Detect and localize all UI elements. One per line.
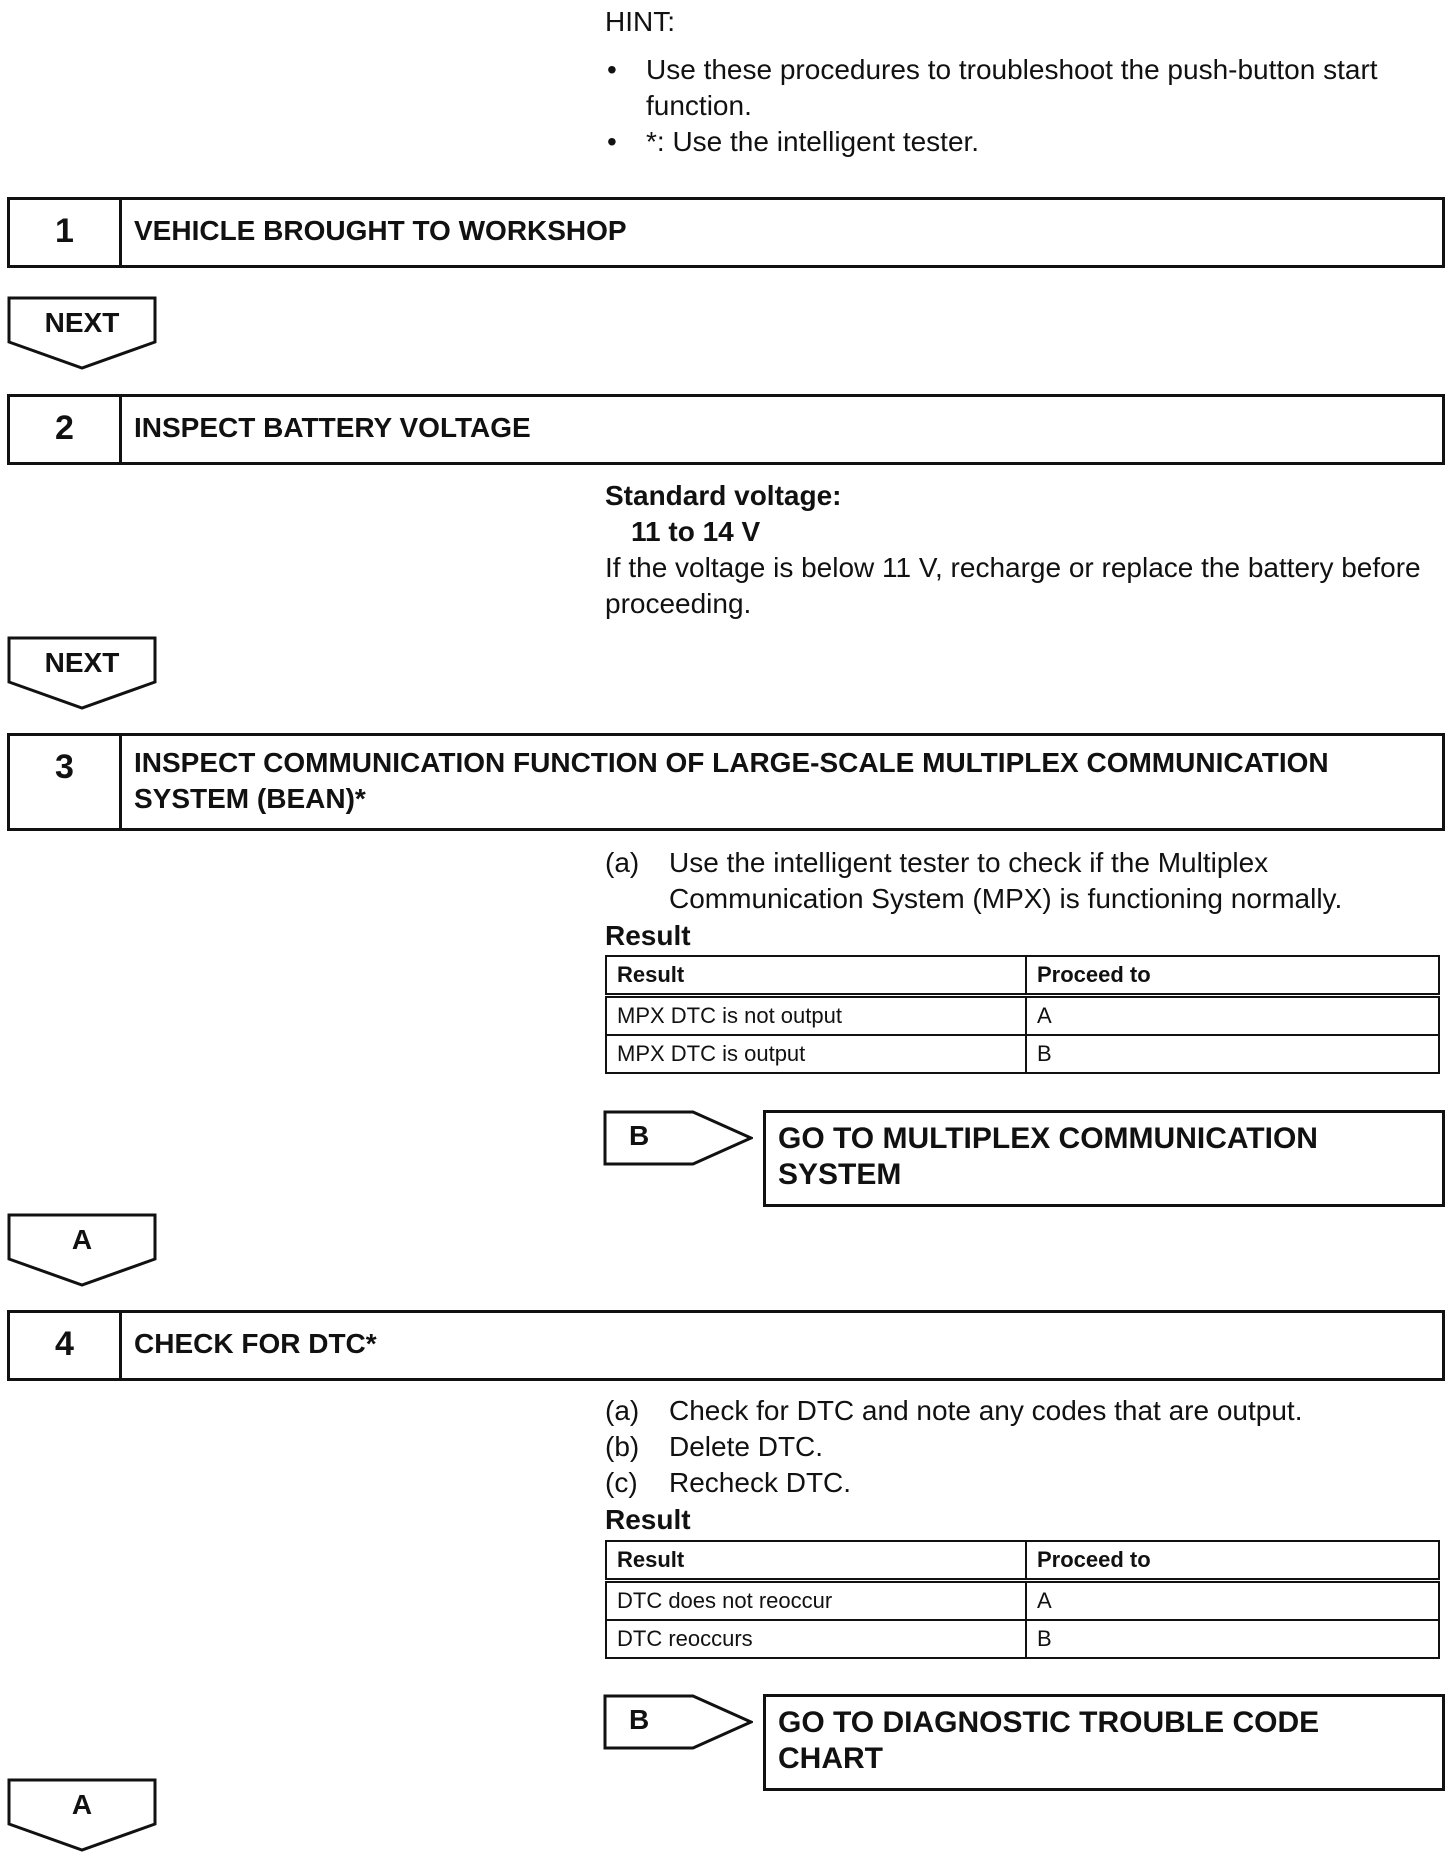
- branch-b-arrow-4[interactable]: [603, 1694, 753, 1750]
- step-title: VEHICLE BROUGHT TO WORKSHOP: [134, 215, 627, 246]
- table-cell: A: [1026, 1581, 1439, 1621]
- table-cell: DTC reoccurs: [606, 1620, 1026, 1658]
- branch-label: A: [71, 1224, 93, 1255]
- branch-b-arrow-3[interactable]: [603, 1110, 753, 1166]
- next-arrow-1[interactable]: [7, 296, 157, 372]
- result-table-4: [605, 1540, 1440, 1659]
- branch-a-arrow-4[interactable]: [7, 1778, 157, 1854]
- hint-heading: HINT:: [605, 6, 675, 37]
- standard-voltage-label: Standard voltage:: [605, 480, 842, 511]
- table-cell: MPX DTC is not output: [606, 996, 1026, 1036]
- step-number: 1: [10, 200, 122, 265]
- table-header: Proceed to: [1026, 1541, 1439, 1581]
- right-arrow-icon: [603, 1694, 753, 1750]
- table-cell: B: [1026, 1035, 1439, 1073]
- result-heading: Result: [605, 920, 691, 951]
- table-header: Proceed to: [1026, 956, 1439, 996]
- step-number: 2: [10, 397, 122, 462]
- hint-list: [605, 52, 1425, 160]
- table-cell: MPX DTC is output: [606, 1035, 1026, 1073]
- step-3-instructions: [605, 845, 1445, 917]
- voltage-note: If the voltage is below 11 V, recharge or replace the battery before proceeding.: [605, 552, 1421, 619]
- branch-label: B: [629, 1120, 650, 1151]
- table-header: Result: [606, 956, 1026, 996]
- step-4-instructions: [605, 1393, 1445, 1501]
- instruction-item: (a) Check for DTC and note any codes that are output.: [605, 1395, 1303, 1426]
- table-cell: DTC does not reoccur: [606, 1581, 1026, 1621]
- goto-multiplex-box[interactable]: GO TO MULTIPLEX COMMUNICATION SYSTEM: [763, 1110, 1445, 1207]
- step-1-header: [7, 197, 1445, 268]
- table-cell: A: [1026, 996, 1439, 1036]
- step-title: CHECK FOR DTC*: [134, 1328, 377, 1359]
- bullet: •: [607, 54, 617, 85]
- hint-item: • *: Use the intelligent tester.: [605, 124, 1425, 160]
- instruction-item: (c) Recheck DTC.: [605, 1467, 852, 1498]
- next-label: NEXT: [44, 647, 120, 678]
- standard-voltage-value: 11 to 14 V: [631, 516, 761, 547]
- table-row: [606, 1620, 1439, 1658]
- branch-label: A: [71, 1789, 93, 1820]
- hint-item: • Use these procedures to troubleshoot the push-button start function.: [607, 54, 1378, 121]
- goto-dtc-chart-box[interactable]: GO TO DIAGNOSTIC TROUBLE CODE CHART: [763, 1694, 1445, 1791]
- step-3-header: [7, 733, 1445, 831]
- result-heading: Result: [605, 1504, 691, 1535]
- step-number: 3: [10, 736, 122, 828]
- table-row: [606, 1035, 1439, 1073]
- instruction-item: (b) Delete DTC.: [605, 1431, 824, 1462]
- table-header: Result: [606, 1541, 1026, 1581]
- table-row: [606, 1581, 1439, 1621]
- result-table-3: [605, 955, 1440, 1074]
- step-number: 4: [10, 1313, 122, 1378]
- step-2-header: [7, 394, 1445, 465]
- branch-label: B: [629, 1704, 650, 1735]
- branch-a-arrow-3[interactable]: [7, 1213, 157, 1289]
- table-cell: B: [1026, 1620, 1439, 1658]
- right-arrow-icon: [603, 1110, 753, 1166]
- next-label: NEXT: [44, 307, 120, 338]
- bullet: •: [607, 126, 617, 157]
- step-title: INSPECT COMMUNICATION FUNCTION OF LARGE-SCALE MULTIPLEX COMMUNICATION SYSTEM (BEAN)*: [134, 747, 1329, 814]
- step-4-header: [7, 1310, 1445, 1381]
- instruction-item: (a) Use the intelligent tester to check if the Multiplex Communication System (MPX) is functioning normally.: [605, 847, 1343, 914]
- step-title: INSPECT BATTERY VOLTAGE: [134, 412, 531, 443]
- next-arrow-2[interactable]: [7, 636, 157, 712]
- table-row: [606, 996, 1439, 1036]
